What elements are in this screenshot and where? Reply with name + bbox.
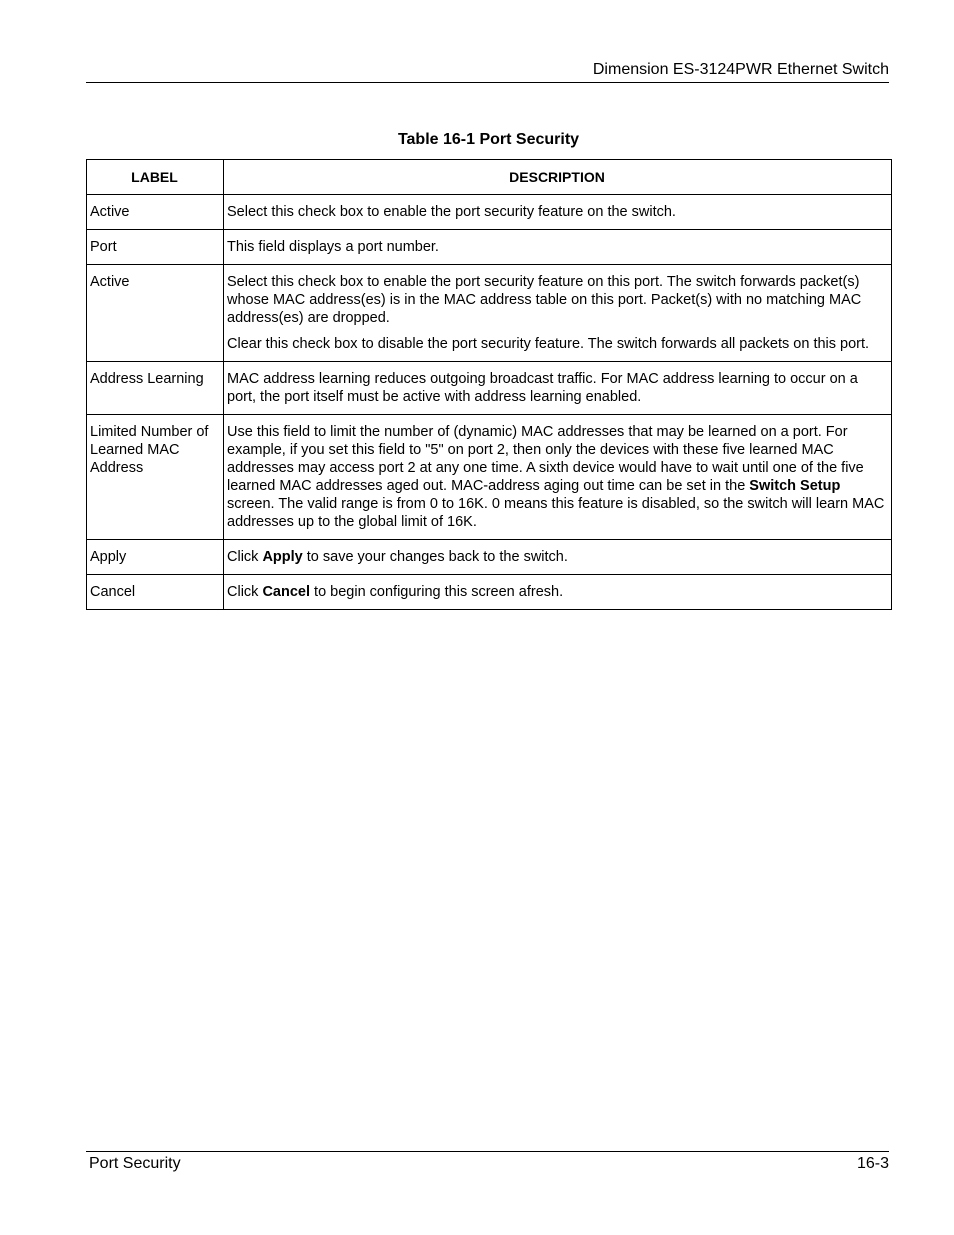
description-paragraph: Clear this check box to disable the port security feature. The switch forwards all packets on this port.	[227, 336, 870, 352]
row-label: Limited Number of Learned MAC Address	[87, 415, 224, 540]
row-label: Apply	[87, 540, 224, 575]
row-description	[224, 195, 892, 230]
header-title: Dimension ES-3124PWR Ethernet Switch	[592, 61, 889, 78]
table-header-row	[87, 160, 892, 195]
row-label: Active	[87, 195, 224, 230]
description-bold-term: Cancel	[262, 584, 311, 600]
row-label: Port	[87, 230, 224, 265]
description-paragraph: This field displays a port number.	[227, 239, 439, 255]
row-label: Active	[87, 265, 224, 362]
row-label: Address Learning	[87, 362, 224, 415]
table-row	[87, 362, 892, 415]
description-paragraph	[227, 583, 887, 601]
description-paragraph: Select this check box to enable the port security feature on the switch.	[227, 204, 676, 220]
description-text: to begin configuring this screen afresh.	[310, 584, 564, 600]
row-description	[224, 540, 892, 575]
description-paragraph	[227, 548, 887, 566]
column-header-label: LABEL	[87, 160, 224, 195]
column-header-description: DESCRIPTION	[224, 160, 892, 195]
row-description	[224, 415, 892, 540]
page-header	[86, 59, 889, 83]
row-description	[224, 265, 892, 362]
table-row	[87, 415, 892, 540]
table-row	[87, 575, 892, 610]
description-bold-term: Apply	[262, 549, 303, 565]
description-text: to save your changes back to the switch.	[302, 549, 568, 565]
table-row	[87, 195, 892, 230]
description-text: Use this field to limit the number of (dynamic) MAC addresses that may be learned on a port. For example, if you set this field to "5" on port 2, then only the devices with these five learned MAC addresses may access port 2 at any one time. A sixth device would have to wait until one of the five learned MAC addresses aged out. MAC-address aging out time can be set in the	[227, 424, 864, 494]
footer-section-title: Port Security	[89, 1155, 181, 1172]
description-bold-term: Switch Setup	[749, 478, 841, 494]
table-row	[87, 230, 892, 265]
description-text: Click	[227, 549, 263, 565]
table-row	[87, 540, 892, 575]
description-paragraph: Select this check box to enable the port security feature on this port. The switch forwards packet(s) whose MAC address(es) is in the MAC address table on this port. Packet(s) with no matching MAC address(es) are dropped.	[227, 274, 862, 326]
footer-page-number: 16-3	[856, 1155, 889, 1172]
description-text: Click	[227, 584, 263, 600]
table-row	[87, 265, 892, 362]
description-text: screen. The valid range is from 0 to 16K. 0 means this feature is disabled, so the switch will learn MAC addresses up to the global limit of 16K.	[227, 496, 885, 530]
port-security-table	[86, 159, 892, 610]
row-description	[224, 575, 892, 610]
page-footer	[86, 1151, 889, 1172]
description-paragraph	[227, 423, 887, 531]
row-description	[224, 230, 892, 265]
table-caption: Table 16-1 Port Security	[397, 131, 580, 148]
row-description	[224, 362, 892, 415]
row-label: Cancel	[87, 575, 224, 610]
description-paragraph: MAC address learning reduces outgoing broadcast traffic. For MAC address learning to occur on a port, the port itself must be active with address learning enabled.	[227, 371, 858, 405]
